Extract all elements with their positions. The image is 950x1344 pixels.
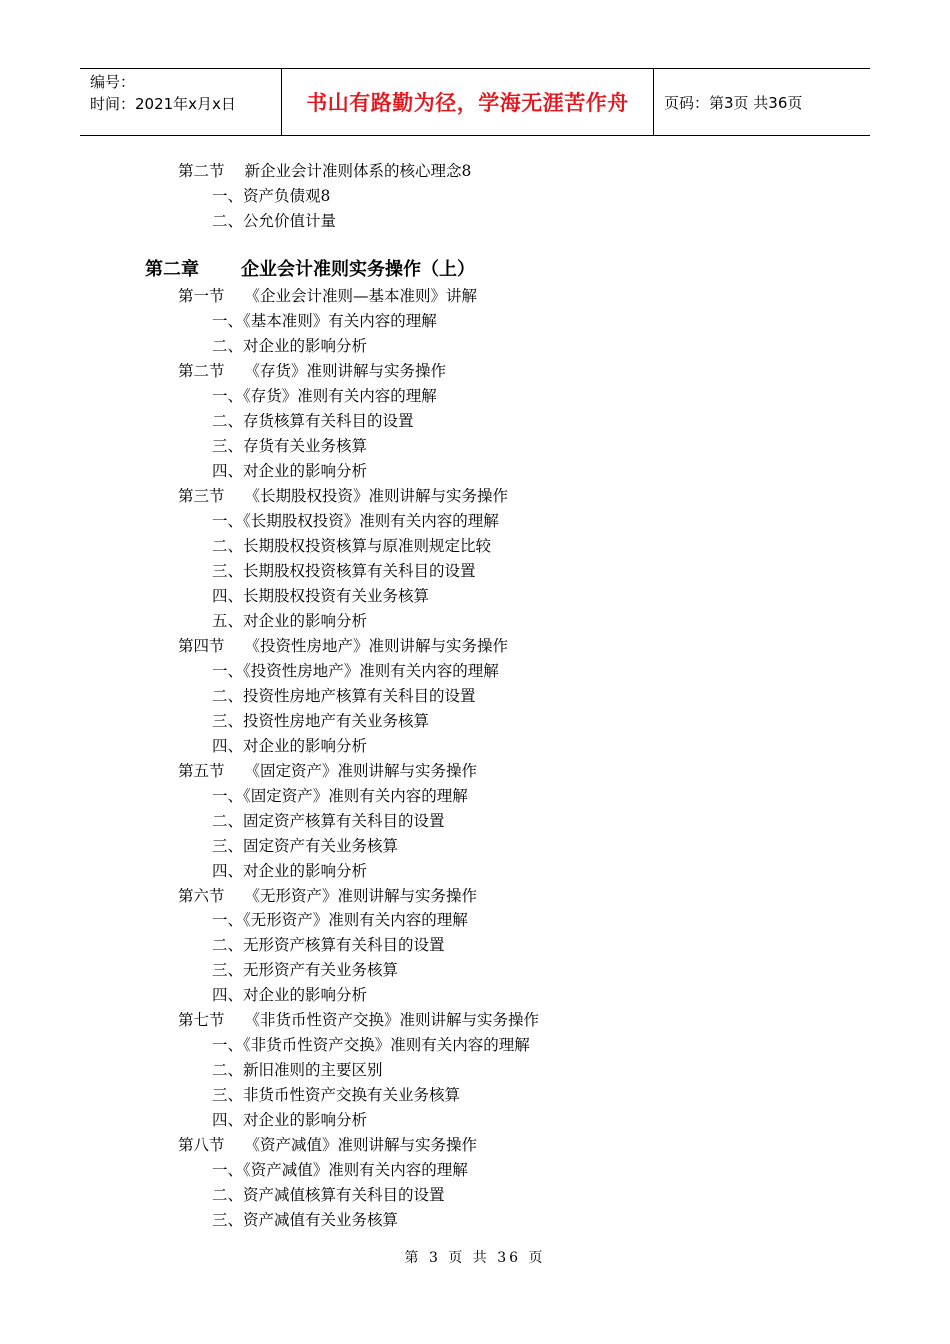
toc-item: 二、无形资产核算有关科目的设置 — [212, 936, 445, 954]
chapter-number: 第二章 — [145, 259, 199, 280]
toc-item: 一、《投资性房地产》准则有关内容的理解 — [212, 662, 499, 680]
toc-section — [178, 361, 446, 381]
toc-item: 四、对企业的影响分析 — [212, 737, 368, 755]
document-number-label: 编号： — [90, 73, 136, 91]
toc-item: 一、《资产减值》准则有关内容的理解 — [212, 1161, 468, 1179]
toc-section — [178, 636, 508, 656]
header-motto: 书山有路勤为径，学海无涯苦作舟 — [282, 69, 654, 135]
toc-item: 二、长期股权投资核算与原准则规定比较 — [212, 537, 492, 555]
header-meta — [80, 69, 282, 135]
section-title: 《企业会计准则—基本准则》讲解 — [244, 287, 478, 305]
toc-item: 一、《非货币性资产交换》准则有关内容的理解 — [212, 1036, 530, 1054]
toc-item: 四、对企业的影响分析 — [212, 862, 368, 880]
toc-item: 一、《固定资产》准则有关内容的理解 — [212, 787, 468, 805]
toc-item: 二、对企业的影响分析 — [212, 337, 368, 355]
toc-item: 二、新旧准则的主要区别 — [212, 1061, 383, 1079]
toc-item: 三、非货币性资产交换有关业务核算 — [212, 1086, 461, 1104]
toc-item: 二、固定资产核算有关科目的设置 — [212, 812, 445, 830]
section-title: 《非货币性资产交换》准则讲解与实务操作 — [244, 1011, 540, 1029]
toc-section — [178, 1010, 539, 1030]
toc-item: 一、《长期股权投资》准则有关内容的理解 — [212, 512, 499, 530]
toc-item: 四、对企业的影响分析 — [212, 986, 368, 1004]
section-title: 《长期股权投资》准则讲解与实务操作 — [244, 487, 509, 505]
toc-item: 二、公允价值计量 — [212, 212, 337, 230]
section-number: 第七节 — [178, 1011, 225, 1029]
toc-section — [178, 1135, 477, 1155]
section-number: 第二节 — [178, 162, 225, 180]
toc-item: 三、无形资产有关业务核算 — [212, 961, 399, 979]
section-number: 第四节 — [178, 637, 225, 655]
section-title: 《投资性房地产》准则讲解与实务操作 — [244, 637, 509, 655]
section-title: 《存货》准则讲解与实务操作 — [244, 362, 447, 380]
toc-item: 三、固定资产有关业务核算 — [212, 837, 399, 855]
toc-section — [178, 161, 471, 181]
toc-section — [178, 761, 477, 781]
section-number: 第二节 — [178, 362, 225, 380]
section-title: 《无形资产》准则讲解与实务操作 — [244, 887, 478, 905]
toc-item: 三、资产减值有关业务核算 — [212, 1211, 399, 1229]
toc-section — [178, 486, 508, 506]
toc-chapter — [145, 259, 475, 281]
toc-section — [178, 886, 477, 906]
toc-item: 四、长期股权投资有关业务核算 — [212, 587, 430, 605]
chapter-title: 企业会计准则实务操作（上） — [241, 259, 475, 280]
toc-item: 一、《无形资产》准则有关内容的理解 — [212, 911, 468, 929]
toc-item: 二、投资性房地产核算有关科目的设置 — [212, 687, 476, 705]
section-title: 新企业会计准则体系的核心理念8 — [244, 162, 472, 180]
page-header — [80, 68, 870, 136]
toc-item: 二、资产减值核算有关科目的设置 — [212, 1186, 445, 1204]
toc-item: 三、投资性房地产有关业务核算 — [212, 712, 430, 730]
toc-item: 四、对企业的影响分析 — [212, 1111, 368, 1129]
toc-item: 三、长期股权投资核算有关科目的设置 — [212, 562, 476, 580]
page-footer: 第 3 页 共 36 页 — [404, 1250, 546, 1266]
toc-item: 一、《存货》准则有关内容的理解 — [212, 387, 437, 405]
toc-item: 五、对企业的影响分析 — [212, 612, 368, 630]
section-title: 《资产减值》准则讲解与实务操作 — [244, 1136, 478, 1154]
section-number: 第八节 — [178, 1136, 225, 1154]
section-number: 第三节 — [178, 487, 225, 505]
section-number: 第一节 — [178, 287, 225, 305]
toc-section — [178, 286, 477, 306]
section-number: 第五节 — [178, 762, 225, 780]
document-time-label: 时间：2021年x月x日 — [90, 95, 236, 113]
header-page-label: 页码：第3页 共36页 — [664, 93, 803, 112]
toc-item: 三、存货有关业务核算 — [212, 437, 368, 455]
section-number: 第六节 — [178, 887, 225, 905]
toc-item: 一、《基本准则》有关内容的理解 — [212, 312, 437, 330]
toc-item: 二、存货核算有关科目的设置 — [212, 412, 414, 430]
toc-item: 四、对企业的影响分析 — [212, 462, 368, 480]
section-title: 《固定资产》准则讲解与实务操作 — [244, 762, 478, 780]
toc-item: 一、资产负债观8 — [212, 187, 331, 205]
